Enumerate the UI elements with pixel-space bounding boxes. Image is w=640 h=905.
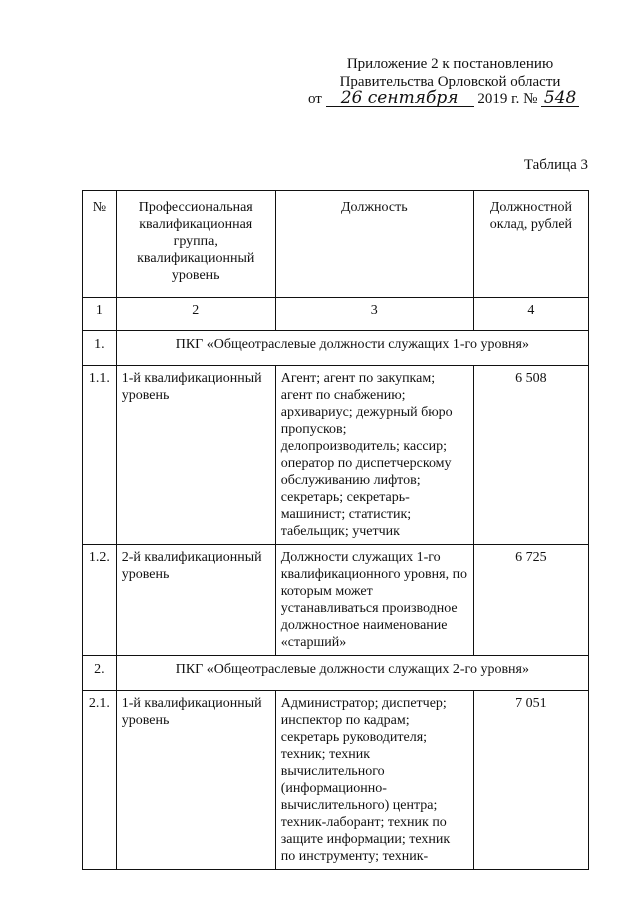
table-row: [83, 545, 589, 656]
column-index: 2: [116, 298, 275, 331]
handwritten-date: 26 сентября: [326, 90, 474, 107]
handwritten-doc-number: 548: [541, 90, 579, 107]
column-index-row: [83, 298, 589, 331]
table-row: [83, 691, 589, 870]
section-title: ПКГ «Общеотраслевые должности служащих 2-го уровня»: [116, 656, 588, 691]
row-positions: Агент; агент по закупкам; агент по снабжению; архивариус; дежурный бюро пропусков; делопроизводитель; кассир; оператор по диспетчерскому обслуживанию лифтов; секретарь; секретарь-машинист; статистик; табельщик; учетчик: [275, 366, 473, 545]
date-line: [308, 90, 598, 108]
column-index: 1: [83, 298, 117, 331]
section-title: ПКГ «Общеотраслевые должности служащих 1-го уровня»: [116, 331, 588, 366]
salary-table: [82, 190, 589, 870]
header-group: Профессиональная квалификационная группа, квалификационный уровень: [116, 191, 275, 298]
row-level: 1-й квалификационный уровень: [116, 691, 275, 870]
column-index: 4: [473, 298, 588, 331]
section-row: [83, 331, 589, 366]
row-positions: Администратор; диспетчер; инспектор по кадрам; секретарь руководителя; техник; техник вычислительного (информационно-вычислительного) центра; техник-лаборант; техник по защите информации; техник по инструменту; техник-: [275, 691, 473, 870]
table-caption: Таблица 3: [523, 157, 588, 173]
row-level: 2-й квалификационный уровень: [116, 545, 275, 656]
header-salary: Должностной оклад, рублей: [473, 191, 588, 298]
header-line-1: Приложение 2 к постановлению: [346, 56, 554, 72]
date-prefix: от: [308, 91, 322, 107]
section-num: 1.: [83, 331, 117, 366]
section-num: 2.: [83, 656, 117, 691]
row-num: 1.1.: [83, 366, 117, 545]
row-num: 1.2.: [83, 545, 117, 656]
row-salary: 6 508: [473, 366, 588, 545]
date-year: 2019 г. №: [477, 91, 538, 107]
row-salary: 7 051: [473, 691, 588, 870]
table-header-row: [83, 191, 589, 298]
section-row: [83, 656, 589, 691]
row-level: 1-й квалификационный уровень: [116, 366, 275, 545]
header-position: Должность: [275, 191, 473, 298]
row-num: 2.1.: [83, 691, 117, 870]
document-header: [300, 55, 600, 91]
table-row: [83, 366, 589, 545]
row-salary: 6 725: [473, 545, 588, 656]
header-line-2: Правительства Орловской области: [339, 74, 561, 90]
row-positions: Должности служащих 1-го квалификационного уровня, по которым может устанавливаться производное должностное наименование «старший»: [275, 545, 473, 656]
column-index: 3: [275, 298, 473, 331]
header-num: №: [83, 191, 117, 298]
